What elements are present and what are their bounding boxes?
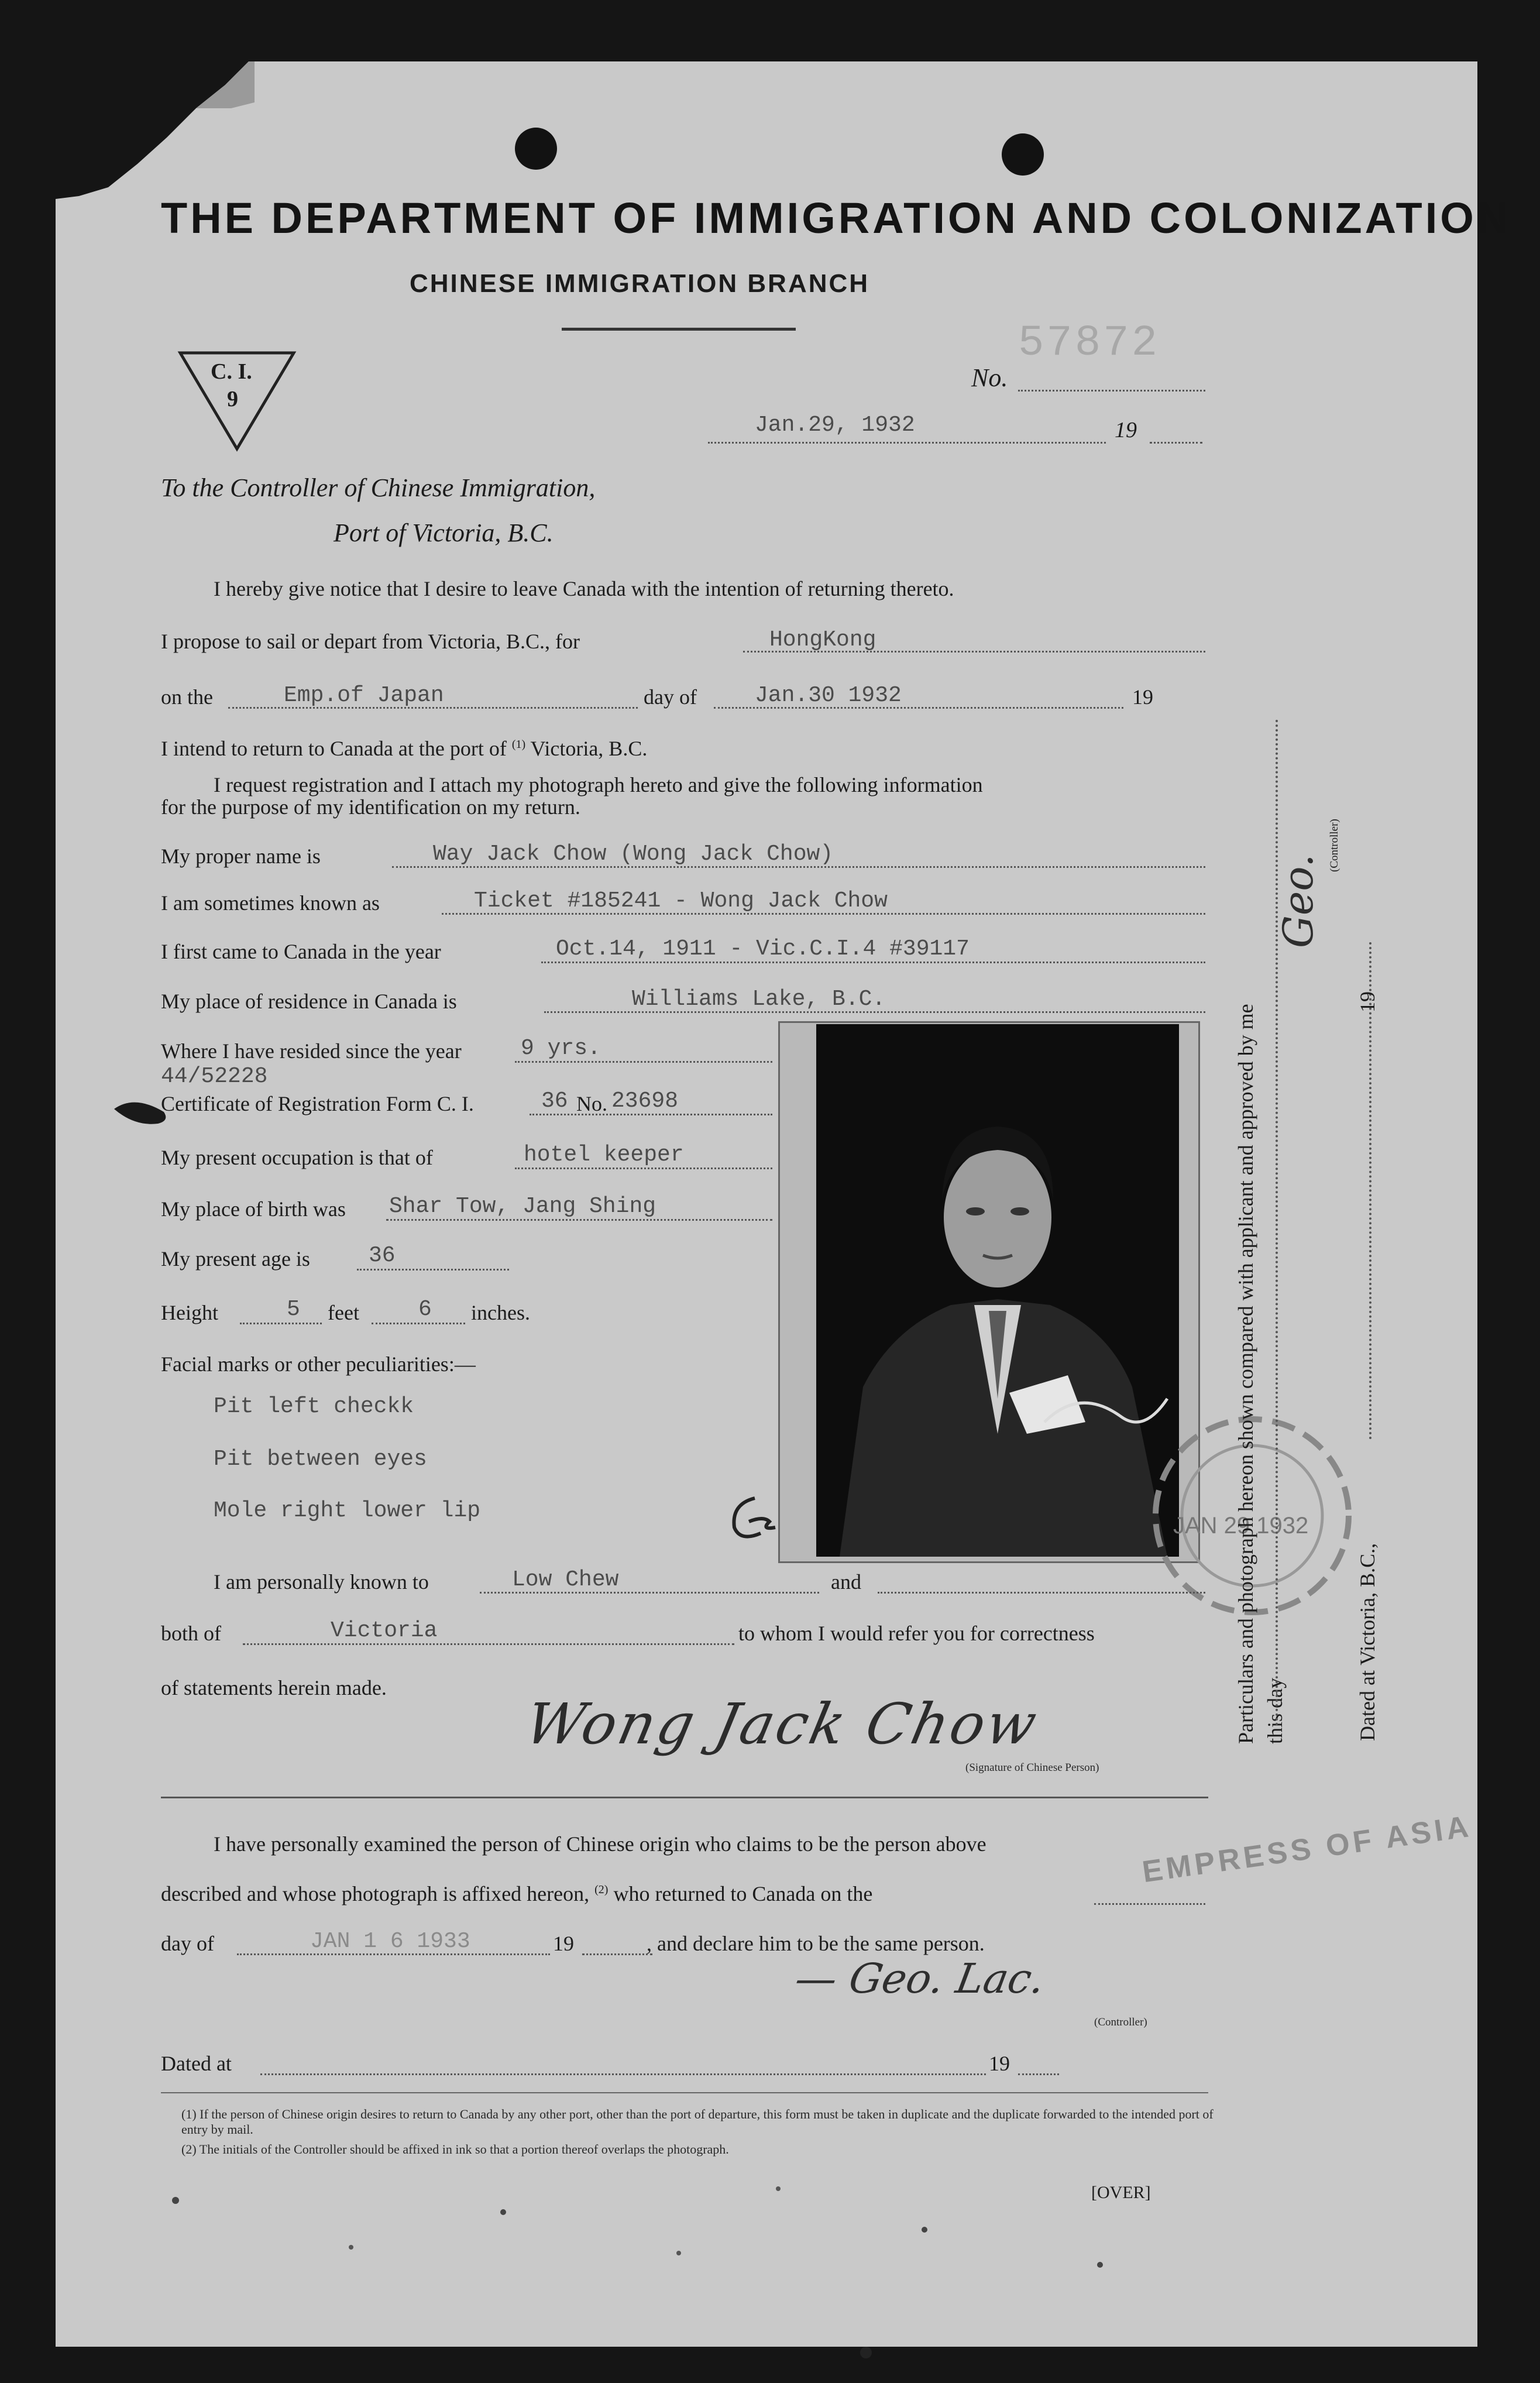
height-inches: 6 bbox=[418, 1297, 432, 1322]
notice-intro: I hereby give notice that I desire to leave Canada with the intention of returning thereto. bbox=[214, 577, 954, 600]
cert-form: 36 bbox=[541, 1089, 568, 1114]
over-label: [OVER] bbox=[1091, 2183, 1151, 2202]
header-rule bbox=[562, 328, 796, 331]
residence: Williams Lake, B.C. bbox=[632, 987, 886, 1012]
section-rule bbox=[161, 1797, 1208, 1798]
return-port-line: I intend to return to Canada at the port of $^{(1)}$ Victoria, B.C. bbox=[161, 737, 648, 760]
sidebar-controller-caption: (Controller) bbox=[1328, 819, 1340, 872]
cert-no: 23698 bbox=[611, 1089, 679, 1114]
sidebar-this-day: this day bbox=[1263, 1678, 1287, 1744]
statements-text: of statements herein made. bbox=[161, 1676, 387, 1699]
age: 36 bbox=[369, 1243, 396, 1268]
residence-label: My place of residence in Canada is bbox=[161, 990, 457, 1013]
address-line2: Port of Victoria, B.C. bbox=[334, 519, 554, 547]
number-label: No. bbox=[971, 363, 1008, 392]
controller-initials-mark bbox=[720, 1486, 784, 1551]
both-of-label: both of bbox=[161, 1622, 221, 1645]
first-came-label: I first came to Canada in the year bbox=[161, 940, 441, 963]
applicant-signature: Wong Jack Chow bbox=[520, 1691, 1045, 1757]
round-stamp-date: JAN 29 1932 bbox=[1173, 1513, 1309, 1539]
date-year-suffix: 19 bbox=[1115, 418, 1137, 442]
depart-year-suffix: 19 bbox=[1132, 685, 1153, 709]
exam-line1: I have personally examined the person of Chinese origin who claims to be the person above bbox=[214, 1832, 986, 1856]
known-to: Low Chew bbox=[512, 1567, 619, 1592]
height-label: Height bbox=[161, 1301, 218, 1324]
cert-no-label: No. bbox=[576, 1092, 607, 1115]
mark-3: Mole right lower lip bbox=[214, 1498, 481, 1523]
birth-label: My place of birth was bbox=[161, 1197, 346, 1221]
mark-1: Pit left checkk bbox=[214, 1394, 414, 1419]
cert-margin-note: 44/52228 bbox=[161, 1064, 268, 1089]
dated-at-year: 19 bbox=[989, 2052, 1010, 2075]
refer-text: to whom I would refer you for correctness bbox=[738, 1622, 1095, 1645]
exam-controller-signature: — Geo. Lac. bbox=[791, 1955, 1049, 2003]
destination: HongKong bbox=[769, 627, 876, 653]
and-label: and bbox=[831, 1570, 861, 1594]
facial-label: Facial marks or other peculiarities:— bbox=[161, 1352, 476, 1376]
punch-hole-left bbox=[515, 128, 557, 170]
sidebar-year: 19 bbox=[1356, 991, 1379, 1012]
first-came: Oct.14, 1911 - Vic.C.I.4 #39117 bbox=[556, 936, 970, 962]
sidebar-controller-signature: Geo. bbox=[1274, 854, 1322, 948]
resided-since: 9 yrs. bbox=[521, 1036, 601, 1061]
age-label: My present age is bbox=[161, 1247, 310, 1271]
return-date-stamp: JAN 1 6 1933 bbox=[310, 1929, 470, 1954]
cert-label: Certificate of Registration Form C. I. bbox=[161, 1092, 474, 1115]
ship-name: Emp.of Japan bbox=[284, 683, 444, 708]
known-as-label: I am sometimes known as bbox=[161, 891, 380, 915]
form-code-bottom: 9 bbox=[227, 387, 238, 411]
exam-declare-text: , and declare him to be the same person. bbox=[647, 1932, 985, 1955]
birth-place: Shar Tow, Jang Shing bbox=[389, 1194, 656, 1219]
request-line1: I request registration and I attach my photograph hereto and give the following information bbox=[214, 773, 983, 796]
day-of-label: day of bbox=[644, 685, 697, 709]
proper-name: Way Jack Chow (Wong Jack Chow) bbox=[433, 842, 834, 867]
exam-year-suffix: 19 bbox=[553, 1932, 574, 1955]
ship-stamp: EMPRESS OF ASIA bbox=[1140, 1809, 1474, 1890]
exam-line2: described and whose photograph is affixed hereon, $^{(2)}$ who returned to Canada on the bbox=[161, 1882, 873, 1905]
signature-caption: (Signature of Chinese Person) bbox=[965, 1762, 1099, 1774]
footnote-1: (1) If the person of Chinese origin desires to return to Canada by any other port, other than the port of departure, this form must be taken in duplicate and the duplicate forwarded to the intended port of entry by mail. bbox=[181, 2107, 1214, 2137]
form-code-top: C. I. bbox=[211, 359, 252, 384]
form-number: 57872 bbox=[1018, 319, 1160, 368]
sidebar-dated: Dated at Victoria, B.C., bbox=[1356, 1543, 1379, 1741]
occupation-label: My present occupation is that of bbox=[161, 1146, 433, 1169]
resided-label: Where I have resided since the year bbox=[161, 1039, 462, 1063]
proper-name-label: My proper name is bbox=[161, 844, 321, 868]
on-the-label: on the bbox=[161, 685, 213, 709]
occupation: hotel keeper bbox=[524, 1142, 684, 1168]
punch-hole-right bbox=[1002, 133, 1044, 176]
depart-date: Jan.30 1932 bbox=[755, 683, 902, 708]
paper-specks bbox=[164, 2177, 1159, 2376]
exam-controller-caption: (Controller) bbox=[1094, 2016, 1147, 2028]
known-as: Ticket #185241 - Wong Jack Chow bbox=[474, 888, 888, 914]
sidebar-particulars: Particulars and photograph hereon shown compared with applicant and approved by me bbox=[1234, 1004, 1257, 1744]
mark-2: Pit between eyes bbox=[214, 1447, 427, 1472]
address-line1: To the Controller of Chinese Immigration, bbox=[161, 473, 596, 502]
applicant-photograph bbox=[816, 1024, 1179, 1557]
inches-label: inches. bbox=[471, 1301, 530, 1324]
both-of: Victoria bbox=[331, 1618, 438, 1643]
branch-subtitle: CHINESE IMMIGRATION BRANCH bbox=[410, 269, 870, 298]
propose-label: I propose to sail or depart from Victoria, B.C., for bbox=[161, 630, 580, 653]
torn-corner bbox=[56, 61, 255, 202]
request-line2: for the purpose of my identification on my return. bbox=[161, 795, 580, 819]
exam-day-of-label: day of bbox=[161, 1932, 214, 1955]
form-date: Jan.29, 1932 bbox=[755, 413, 915, 438]
height-feet: 5 bbox=[287, 1297, 300, 1322]
known-to-label: I am personally known to bbox=[214, 1570, 429, 1594]
footnote-2: (2) The initials of the Controller should be affixed in ink so that a portion thereof overlaps the photograph. bbox=[181, 2142, 729, 2157]
feet-label: feet bbox=[328, 1301, 359, 1324]
dated-at-label: Dated at bbox=[161, 2052, 232, 2075]
department-title: THE DEPARTMENT OF IMMIGRATION AND COLONIZATION bbox=[161, 194, 1511, 242]
